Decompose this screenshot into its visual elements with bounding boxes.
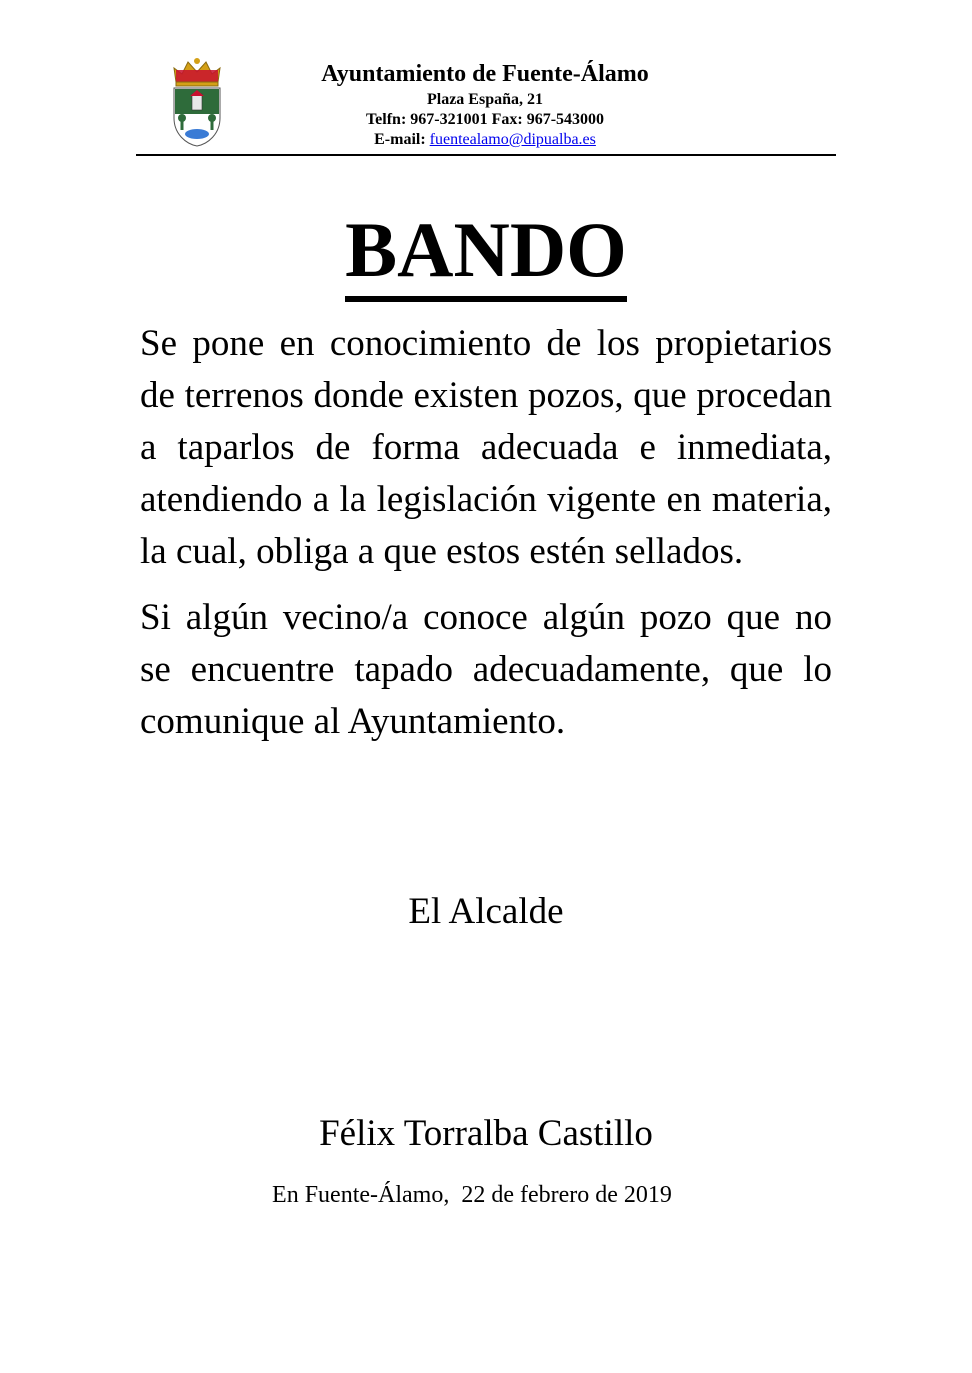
coat-of-arms-icon: [168, 56, 226, 148]
paragraph: Se pone en conocimiento de los propietarios de terrenos donde existen pozos, que procedan a taparlos de forma adecuada e inmediata, atendiendo a la legislación vigente en materia, la cual, obliga a que estos estén sellados.: [140, 323, 832, 572]
document-body: [140, 318, 832, 748]
address: Plaza España, 21: [426, 91, 543, 108]
email-line: [230, 130, 740, 150]
email-label: E-mail:: [374, 131, 426, 148]
document-title-text: BANDO: [345, 206, 627, 302]
municipality-name: Ayuntamiento de Fuente-Álamo: [321, 61, 649, 87]
signer-name: Félix Torralba Castillo: [319, 1113, 653, 1154]
date-line: En Fuente-Álamo, 22 de febrero de 2019: [272, 1182, 672, 1208]
paragraph: Si algún vecino/a conoce algún pozo que no se encuentre tapado adecuadamente, que lo comunique al Ayuntamiento.: [140, 597, 832, 742]
signer-role: El Alcalde: [408, 891, 564, 932]
email-link[interactable]: fuentealamo@dipualba.es: [429, 131, 596, 148]
document-title: [0, 206, 972, 302]
letterhead: [230, 58, 740, 150]
phone-fax: Telfn: 967-321001 Fax: 967-543000: [365, 111, 605, 128]
header-divider: [136, 154, 836, 156]
